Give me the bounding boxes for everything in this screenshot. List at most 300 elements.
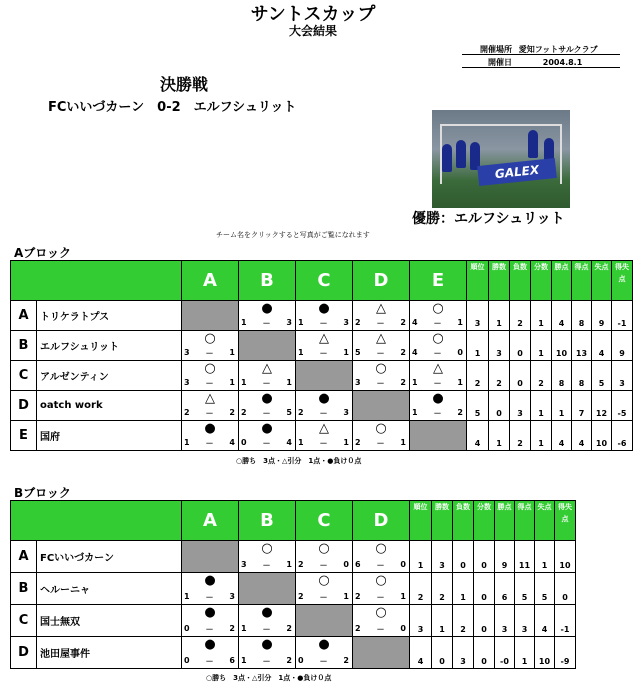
stat-cell: 1 xyxy=(515,637,535,669)
stat-cell: 3 xyxy=(495,605,515,637)
score-separator: － xyxy=(262,409,271,418)
score-own: 1 xyxy=(241,624,247,633)
stat-cell: -9 xyxy=(555,637,576,669)
stat-cell: 0 xyxy=(432,637,453,669)
stat-cell: 1 xyxy=(535,541,555,573)
stat-cell: 1 xyxy=(453,573,474,605)
stat-cell: 8 xyxy=(552,361,572,391)
score-own: 4 xyxy=(412,318,418,327)
click-note: チーム名をクリックすると写真がご覧になれます xyxy=(216,231,370,239)
team-letter: B xyxy=(11,573,37,605)
score-own: 2 xyxy=(298,408,304,417)
match-result-cell xyxy=(182,361,239,391)
match-result-cell xyxy=(239,361,296,391)
match-result-cell xyxy=(296,573,353,605)
match-result-cell xyxy=(182,573,239,605)
column-header-d: D xyxy=(353,261,410,301)
stat-cell: 4 xyxy=(552,421,572,451)
score-opponent: 1 xyxy=(343,438,349,447)
self-match-cell xyxy=(182,301,239,331)
match-result-cell xyxy=(239,301,296,331)
stat-cell: -6 xyxy=(612,421,633,451)
stat-cell: 4 xyxy=(467,421,489,451)
team-name-link[interactable]: ヘルーニャ xyxy=(37,573,182,605)
table-row xyxy=(11,605,576,637)
score-separator: － xyxy=(205,593,214,602)
score-opponent: 3 xyxy=(343,318,349,327)
result-symbol: ● xyxy=(261,637,273,652)
result-symbol: ● xyxy=(432,391,444,406)
score-separator: － xyxy=(205,625,214,634)
column-header-e: E xyxy=(410,261,467,301)
team-name-link[interactable]: 国府 xyxy=(37,421,182,451)
player-figure xyxy=(456,140,466,168)
match-result-cell xyxy=(182,331,239,361)
page-title: サントスカップ xyxy=(250,4,376,25)
score-separator: － xyxy=(205,349,214,358)
match-score xyxy=(355,592,406,603)
score-own: 1 xyxy=(184,592,190,601)
score-separator: － xyxy=(319,561,328,570)
match-score xyxy=(184,624,235,635)
score-separator: － xyxy=(433,319,442,328)
match-result-cell xyxy=(239,637,296,669)
score-separator: － xyxy=(262,379,271,388)
match-result-cell xyxy=(353,331,410,361)
column-header-d: D xyxy=(353,501,410,541)
stat-cell: 1 xyxy=(531,331,552,361)
stat-cell: 2 xyxy=(489,361,510,391)
date-value: 2004.8.1 xyxy=(542,58,583,67)
stat-cell: 3 xyxy=(612,361,633,391)
score-separator: － xyxy=(376,379,385,388)
stat-cell: 0 xyxy=(474,605,495,637)
stat-cell: 12 xyxy=(592,391,612,421)
score-opponent: 2 xyxy=(400,348,406,357)
score-separator: － xyxy=(376,439,385,448)
stat-cell: 13 xyxy=(572,331,592,361)
score-opponent: 0 xyxy=(343,560,349,569)
column-header-a: A xyxy=(182,501,239,541)
team-name-link[interactable]: トリケラトプス xyxy=(37,301,182,331)
result-symbol: ○ xyxy=(375,541,387,556)
stat-cell: 0 xyxy=(474,637,495,669)
result-symbol: ● xyxy=(261,301,273,316)
score-own: 3 xyxy=(241,560,247,569)
score-opponent: 1 xyxy=(400,592,406,601)
self-match-cell xyxy=(410,421,467,451)
score-opponent: 1 xyxy=(343,592,349,601)
match-score xyxy=(298,438,349,449)
team-name-link[interactable]: oatch work xyxy=(37,391,182,421)
stat-cell: 3 xyxy=(410,605,432,637)
match-result-cell xyxy=(182,605,239,637)
match-result-cell xyxy=(410,361,467,391)
column-header-a: A xyxy=(182,261,239,301)
match-score xyxy=(298,592,349,603)
stat-cell: 5 xyxy=(515,573,535,605)
match-score xyxy=(241,408,292,419)
table-row xyxy=(11,361,633,391)
match-result-cell xyxy=(296,637,353,669)
final-result: FCいいづカーン 0-2 エルフシュリット xyxy=(48,100,297,115)
score-separator: － xyxy=(433,349,442,358)
stat-cell: 5 xyxy=(592,361,612,391)
result-symbol: ● xyxy=(318,637,330,652)
score-own: 3 xyxy=(184,348,190,357)
block-b-table xyxy=(10,500,576,669)
stat-header: 得点 xyxy=(515,501,535,541)
stat-cell: 4 xyxy=(572,421,592,451)
score-separator: － xyxy=(205,439,214,448)
self-match-cell xyxy=(296,361,353,391)
score-opponent: 2 xyxy=(286,656,292,665)
result-symbol: ● xyxy=(204,637,216,652)
score-separator: － xyxy=(262,561,271,570)
score-opponent: 0 xyxy=(457,348,463,357)
info-divider xyxy=(462,67,620,68)
team-photo[interactable] xyxy=(432,110,570,208)
team-letter: A xyxy=(11,541,37,573)
result-symbol: △ xyxy=(262,361,272,376)
score-own: 1 xyxy=(412,378,418,387)
stat-header: 勝数 xyxy=(432,501,453,541)
score-separator: － xyxy=(376,593,385,602)
match-result-cell xyxy=(239,541,296,573)
result-symbol: ○ xyxy=(204,331,216,346)
page-subtitle: 大会結果 xyxy=(288,24,337,38)
match-score xyxy=(184,656,235,667)
result-symbol: ● xyxy=(318,301,330,316)
score-own: 1 xyxy=(241,656,247,665)
block-b-label: Bブロック xyxy=(14,486,71,500)
match-score xyxy=(184,378,235,389)
score-opponent: 1 xyxy=(400,438,406,447)
match-result-cell xyxy=(353,573,410,605)
match-result-cell xyxy=(296,331,353,361)
score-own: 1 xyxy=(241,378,247,387)
score-own: 3 xyxy=(184,378,190,387)
match-result-cell xyxy=(296,391,353,421)
team-letter: C xyxy=(11,605,37,637)
score-own: 6 xyxy=(355,560,361,569)
stat-cell: 7 xyxy=(572,391,592,421)
score-opponent: 1 xyxy=(286,560,292,569)
score-opponent: 2 xyxy=(400,318,406,327)
match-score xyxy=(184,408,235,419)
score-own: 1 xyxy=(412,408,418,417)
result-symbol: ○ xyxy=(432,331,444,346)
match-score xyxy=(412,408,463,419)
score-own: 2 xyxy=(298,560,304,569)
score-own: 1 xyxy=(298,438,304,447)
stat-cell: 8 xyxy=(572,301,592,331)
player-figure xyxy=(528,130,538,158)
result-symbol: ○ xyxy=(375,573,387,588)
score-separator: － xyxy=(376,349,385,358)
score-opponent: 2 xyxy=(229,408,235,417)
score-opponent: 3 xyxy=(343,408,349,417)
stat-cell: 10 xyxy=(552,331,572,361)
score-opponent: 2 xyxy=(286,624,292,633)
player-figure xyxy=(442,144,452,172)
score-separator: － xyxy=(319,657,328,666)
column-header-c: C xyxy=(296,501,353,541)
team-name-link[interactable]: FCいいづカーン xyxy=(37,541,182,573)
team-name-link[interactable]: アルゼンティン xyxy=(37,361,182,391)
stat-cell: 2 xyxy=(531,361,552,391)
result-symbol: ○ xyxy=(375,421,387,436)
result-symbol: ● xyxy=(204,421,216,436)
result-symbol: ● xyxy=(318,391,330,406)
score-own: 2 xyxy=(241,408,247,417)
stat-cell: 4 xyxy=(552,301,572,331)
stat-cell: 10 xyxy=(555,541,576,573)
result-symbol: ○ xyxy=(204,361,216,376)
stat-header: 負数 xyxy=(453,501,474,541)
score-opponent: 2 xyxy=(229,624,235,633)
stat-cell: 3 xyxy=(515,605,535,637)
score-separator: － xyxy=(433,379,442,388)
match-score xyxy=(355,560,406,571)
stat-cell: 10 xyxy=(535,637,555,669)
stat-cell: 4 xyxy=(535,605,555,637)
stat-cell: -1 xyxy=(555,605,576,637)
match-score xyxy=(241,438,292,449)
stat-cell: 1 xyxy=(531,421,552,451)
stat-cell: 0 xyxy=(555,573,576,605)
result-symbol: ○ xyxy=(375,361,387,376)
score-opponent: 4 xyxy=(286,438,292,447)
score-separator: － xyxy=(262,625,271,634)
score-opponent: 1 xyxy=(343,348,349,357)
table-row xyxy=(11,391,633,421)
match-result-cell xyxy=(182,391,239,421)
match-score xyxy=(355,438,406,449)
score-own: 2 xyxy=(184,408,190,417)
result-symbol: ● xyxy=(261,605,273,620)
stat-cell: 9 xyxy=(612,331,633,361)
photo-banner: GALEX xyxy=(477,158,557,186)
stat-cell: 2 xyxy=(467,361,489,391)
stat-header: 勝数 xyxy=(489,261,510,301)
result-symbol: ○ xyxy=(318,541,330,556)
match-score xyxy=(412,348,463,359)
block-a-label: Aブロック xyxy=(14,246,72,260)
match-score xyxy=(298,408,349,419)
stat-cell: 0 xyxy=(489,391,510,421)
stat-cell: 2 xyxy=(510,301,531,331)
score-separator: － xyxy=(319,593,328,602)
table-row xyxy=(11,421,633,451)
column-header-b: B xyxy=(239,261,296,301)
score-opponent: 0 xyxy=(400,560,406,569)
score-opponent: 2 xyxy=(457,408,463,417)
match-result-cell xyxy=(353,361,410,391)
score-opponent: 4 xyxy=(229,438,235,447)
header-blank xyxy=(11,501,182,541)
venue-info xyxy=(480,44,598,55)
stat-cell: 11 xyxy=(515,541,535,573)
score-own: 0 xyxy=(184,656,190,665)
match-score xyxy=(412,378,463,389)
score-separator: － xyxy=(433,409,442,418)
stat-cell: 1 xyxy=(432,605,453,637)
stat-header: 分数 xyxy=(474,501,495,541)
block-a-table xyxy=(10,260,633,451)
match-result-cell xyxy=(182,421,239,451)
score-separator: － xyxy=(319,319,328,328)
stat-cell: 1 xyxy=(489,301,510,331)
stat-cell: 0 xyxy=(474,541,495,573)
stat-cell: 3 xyxy=(489,331,510,361)
score-own: 0 xyxy=(298,656,304,665)
stat-cell: 9 xyxy=(495,541,515,573)
stat-cell: -1 xyxy=(612,301,633,331)
stat-header: 順位 xyxy=(410,501,432,541)
match-score xyxy=(355,624,406,635)
result-symbol: ● xyxy=(261,391,273,406)
stat-header: 分数 xyxy=(531,261,552,301)
match-score xyxy=(298,560,349,571)
stat-cell: 3 xyxy=(467,301,489,331)
result-symbol: △ xyxy=(376,301,386,316)
stat-cell: 10 xyxy=(592,421,612,451)
match-result-cell xyxy=(239,605,296,637)
self-match-cell xyxy=(353,637,410,669)
match-result-cell xyxy=(410,391,467,421)
stat-cell: 4 xyxy=(592,331,612,361)
stat-cell: 1 xyxy=(410,541,432,573)
table-row xyxy=(11,541,576,573)
match-result-cell xyxy=(296,541,353,573)
score-own: 2 xyxy=(355,438,361,447)
match-score xyxy=(241,656,292,667)
stat-header: 得失点 xyxy=(612,261,633,301)
column-header-b: B xyxy=(239,501,296,541)
score-own: 2 xyxy=(355,624,361,633)
score-own: 1 xyxy=(241,318,247,327)
score-own: 3 xyxy=(355,378,361,387)
self-match-cell xyxy=(353,391,410,421)
match-score xyxy=(241,624,292,635)
stat-header: 失点 xyxy=(535,501,555,541)
score-opponent: 0 xyxy=(400,624,406,633)
match-score xyxy=(241,560,292,571)
stat-cell: 1 xyxy=(531,301,552,331)
stat-cell: -5 xyxy=(612,391,633,421)
result-symbol: ○ xyxy=(261,541,273,556)
match-score xyxy=(298,348,349,359)
self-match-cell xyxy=(239,573,296,605)
stat-cell: 4 xyxy=(410,637,432,669)
score-opponent: 1 xyxy=(229,348,235,357)
result-symbol: ○ xyxy=(375,605,387,620)
stat-header: 失点 xyxy=(592,261,612,301)
result-symbol: ○ xyxy=(432,301,444,316)
score-separator: － xyxy=(319,439,328,448)
score-separator: － xyxy=(262,439,271,448)
block-b-legend: ○勝ち 3点・△引分 1点・●負け０点 xyxy=(206,674,332,682)
match-result-cell xyxy=(239,421,296,451)
score-own: 5 xyxy=(355,348,361,357)
stat-cell: 2 xyxy=(432,573,453,605)
team-letter: B xyxy=(11,331,37,361)
stat-cell: 3 xyxy=(510,391,531,421)
stat-cell: 6 xyxy=(495,573,515,605)
score-own: 0 xyxy=(241,438,247,447)
score-own: 4 xyxy=(412,348,418,357)
stat-cell: 2 xyxy=(510,421,531,451)
match-score xyxy=(184,438,235,449)
stat-cell: 3 xyxy=(432,541,453,573)
stat-header: 負数 xyxy=(510,261,531,301)
final-heading: 決勝戦 xyxy=(160,75,209,94)
team-name-link[interactable]: エルフシュリット xyxy=(37,331,182,361)
match-score xyxy=(298,318,349,329)
result-symbol: △ xyxy=(433,361,443,376)
venue-label: 開催場所 xyxy=(480,45,512,54)
result-symbol: ● xyxy=(261,421,273,436)
score-separator: － xyxy=(376,625,385,634)
match-result-cell xyxy=(296,301,353,331)
stat-cell: 1 xyxy=(531,391,552,421)
stat-cell: 5 xyxy=(467,391,489,421)
score-separator: － xyxy=(205,409,214,418)
team-name-link[interactable]: 池田屋事件 xyxy=(37,637,182,669)
stat-cell: 0 xyxy=(453,541,474,573)
team-letter: C xyxy=(11,361,37,391)
date-label: 開催日 xyxy=(488,58,512,67)
stat-cell: 0 xyxy=(510,361,531,391)
stat-header: 勝点 xyxy=(552,261,572,301)
score-separator: － xyxy=(262,319,271,328)
match-score xyxy=(184,592,235,603)
match-result-cell xyxy=(353,421,410,451)
score-separator: － xyxy=(205,379,214,388)
stat-cell: 5 xyxy=(535,573,555,605)
result-symbol: △ xyxy=(319,421,329,436)
score-own: 1 xyxy=(298,348,304,357)
score-separator: － xyxy=(262,657,271,666)
match-result-cell xyxy=(182,637,239,669)
table-header-row xyxy=(11,501,576,541)
stat-cell: 0 xyxy=(510,331,531,361)
stat-header: 順位 xyxy=(467,261,489,301)
score-separator: － xyxy=(376,561,385,570)
stat-cell: 1 xyxy=(552,391,572,421)
team-name-link[interactable]: 国士無双 xyxy=(37,605,182,637)
match-result-cell xyxy=(353,301,410,331)
score-opponent: 3 xyxy=(229,592,235,601)
header-blank xyxy=(11,261,182,301)
block-a-legend: ○勝ち 3点・△引分 1点・●負け０点 xyxy=(236,457,362,465)
table-row xyxy=(11,301,633,331)
match-score xyxy=(241,378,292,389)
stat-header: 勝点 xyxy=(495,501,515,541)
self-match-cell xyxy=(182,541,239,573)
score-opponent: 1 xyxy=(286,378,292,387)
stat-cell: 8 xyxy=(572,361,592,391)
score-opponent: 6 xyxy=(229,656,235,665)
score-opponent: 2 xyxy=(400,378,406,387)
score-own: 0 xyxy=(184,624,190,633)
table-row xyxy=(11,573,576,605)
stat-cell: 3 xyxy=(453,637,474,669)
match-score xyxy=(298,656,349,667)
result-symbol: △ xyxy=(205,391,215,406)
stat-cell: 2 xyxy=(453,605,474,637)
